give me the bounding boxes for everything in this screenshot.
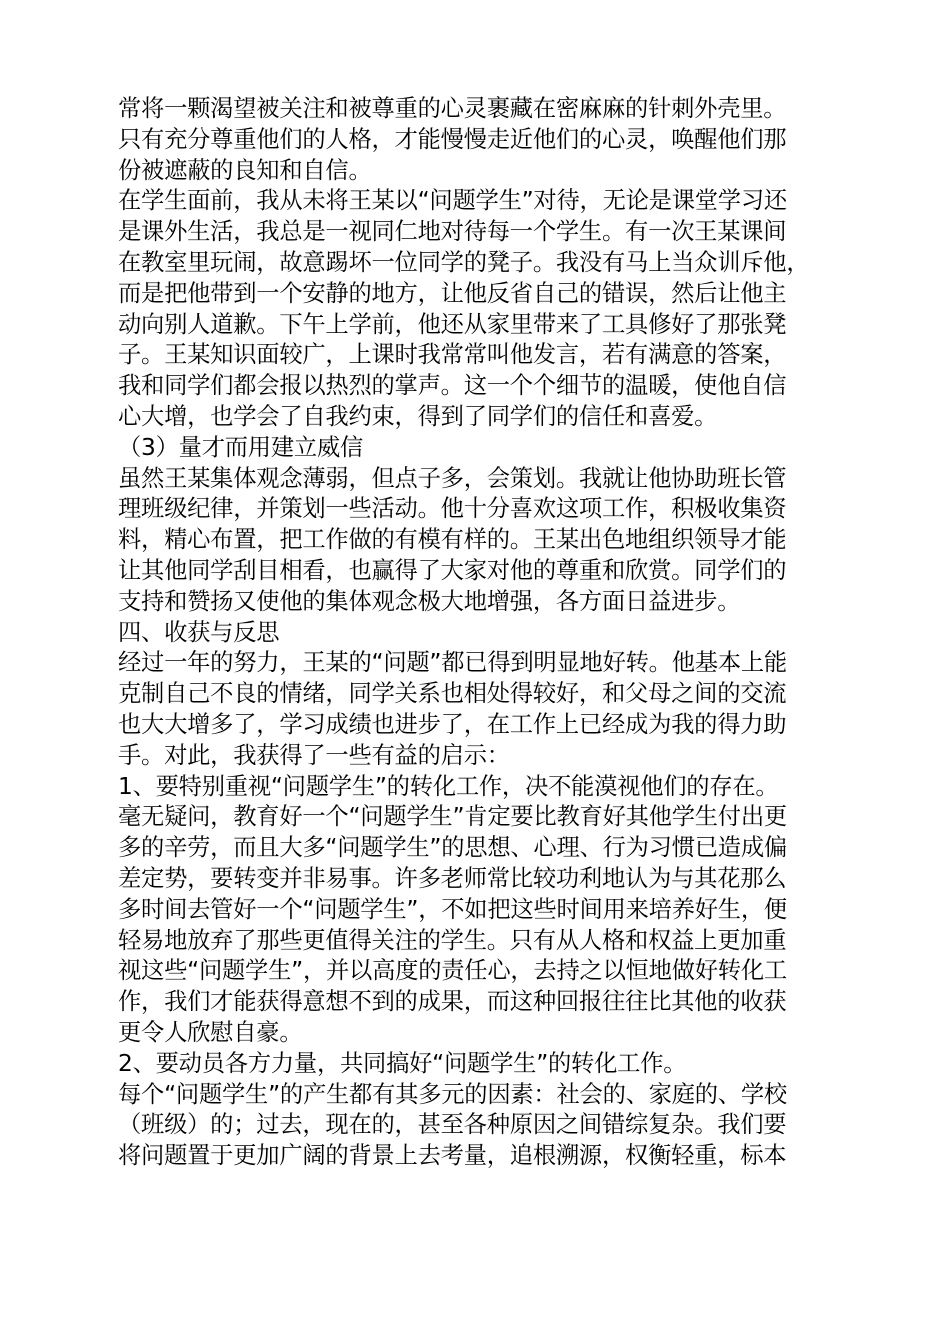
text-line: 而是把他带到一个安静的地方，让他反省自己的错误，然后让他主 [118, 279, 787, 307]
text-line: 只有充分尊重他们的人格，才能慢慢走近他们的心灵，唤醒他们那 [118, 125, 787, 153]
text-line: 多的辛劳，而且大多“问题学生”的思想、心理、行为习惯已造成偏 [118, 834, 787, 862]
text-line: 毫无疑问，教育好一个“问题学生”肯定要比教育好其他学生付出更 [118, 803, 787, 831]
text-line: 份被遮蔽的良知和自信。 [118, 156, 372, 184]
text-line: 经过一年的努力，王某的“问题”都已得到明显地好转。他基本上能 [118, 649, 787, 677]
text-line: 子。王某知识面较广，上课时我常常叫他发言，若有满意的答案， [118, 341, 787, 369]
numbered-point: 2、要动员各方力量，共同搞好“问题学生”的转化工作。 [118, 1049, 687, 1077]
text-line: 手。对此，我获得了一些有益的启示： [118, 741, 510, 769]
text-line: 也大大增多了，学习成绩也进步了，在工作上已经成为我的得力助 [118, 710, 787, 738]
text-line: 支持和赞扬又使他的集体观念极大地增强，各方面日益进步。 [118, 587, 741, 615]
text-line: 每个“问题学生”的产生都有其多元的因素：社会的、家庭的、学校 [118, 1080, 787, 1108]
text-line: 轻易地放弃了那些更值得关注的学生。只有从人格和权益上更加重 [118, 926, 787, 954]
text-line: （班级）的；过去，现在的，甚至各种原因之间错综复杂。我们要 [118, 1111, 787, 1139]
text-line: 心大增，也学会了自我约束，得到了同学们的信任和喜爱。 [118, 402, 718, 430]
section-heading: 四、收获与反思 [118, 618, 280, 646]
text-line: 差定势，要转变并非易事。许多老师常比较功利地认为与其花那么 [118, 864, 787, 892]
text-line: 虽然王某集体观念薄弱，但点子多，会策划。我就让他协助班长管 [118, 464, 787, 492]
numbered-point: 1、要特别重视“问题学生”的转化工作，决不能漠视他们的存在。 [118, 772, 779, 800]
text-line: 更令人欣慰自豪。 [118, 1018, 303, 1046]
text-line: 在学生面前，我从未将王某以“问题学生”对待，无论是课堂学习还 [118, 187, 787, 215]
text-line: 让其他同学刮目相看，也赢得了大家对他的尊重和欣赏。同学们的 [118, 556, 787, 584]
text-line: 视这些“问题学生”，并以高度的责任心，去持之以恒地做好转化工 [118, 957, 787, 985]
text-line: 我和同学们都会报以热烈的掌声。这一个个细节的温暖，使他自信 [118, 372, 787, 400]
text-line: 作，我们才能获得意想不到的成果，而这种回报往往比其他的收获 [118, 988, 787, 1016]
text-line: 将问题置于更加广阔的背景上去考量，追根溯源，权衡轻重，标本 [118, 1142, 787, 1170]
text-line: 动向别人道歉。下午上学前，他还从家里带来了工具修好了那张凳 [118, 310, 787, 338]
text-line: 理班级纪律，并策划一些活动。他十分喜欢这项工作，积极收集资 [118, 495, 787, 523]
text-line: 在教室里玩闹，故意踢坏一位同学的凳子。我没有马上当众训斥他， [118, 248, 810, 276]
text-line: 是课外生活，我总是一视同仁地对待每一个学生。有一次王某课间 [118, 218, 787, 246]
section-heading: （3）量才而用建立威信 [118, 433, 364, 461]
text-line: 多时间去管好一个“问题学生”，不如把这些时间用来培养好生，便 [118, 895, 787, 923]
text-line: 克制自己不良的情绪，同学关系也相处得较好，和父母之间的交流 [118, 680, 787, 708]
text-line: 料，精心布置，把工作做的有模有样的。王某出色地组织领导才能 [118, 526, 787, 554]
text-line: 常将一颗渴望被关注和被尊重的心灵裹藏在密麻麻的针刺外壳里。 [118, 95, 787, 122]
document-page [118, 94, 833, 1172]
